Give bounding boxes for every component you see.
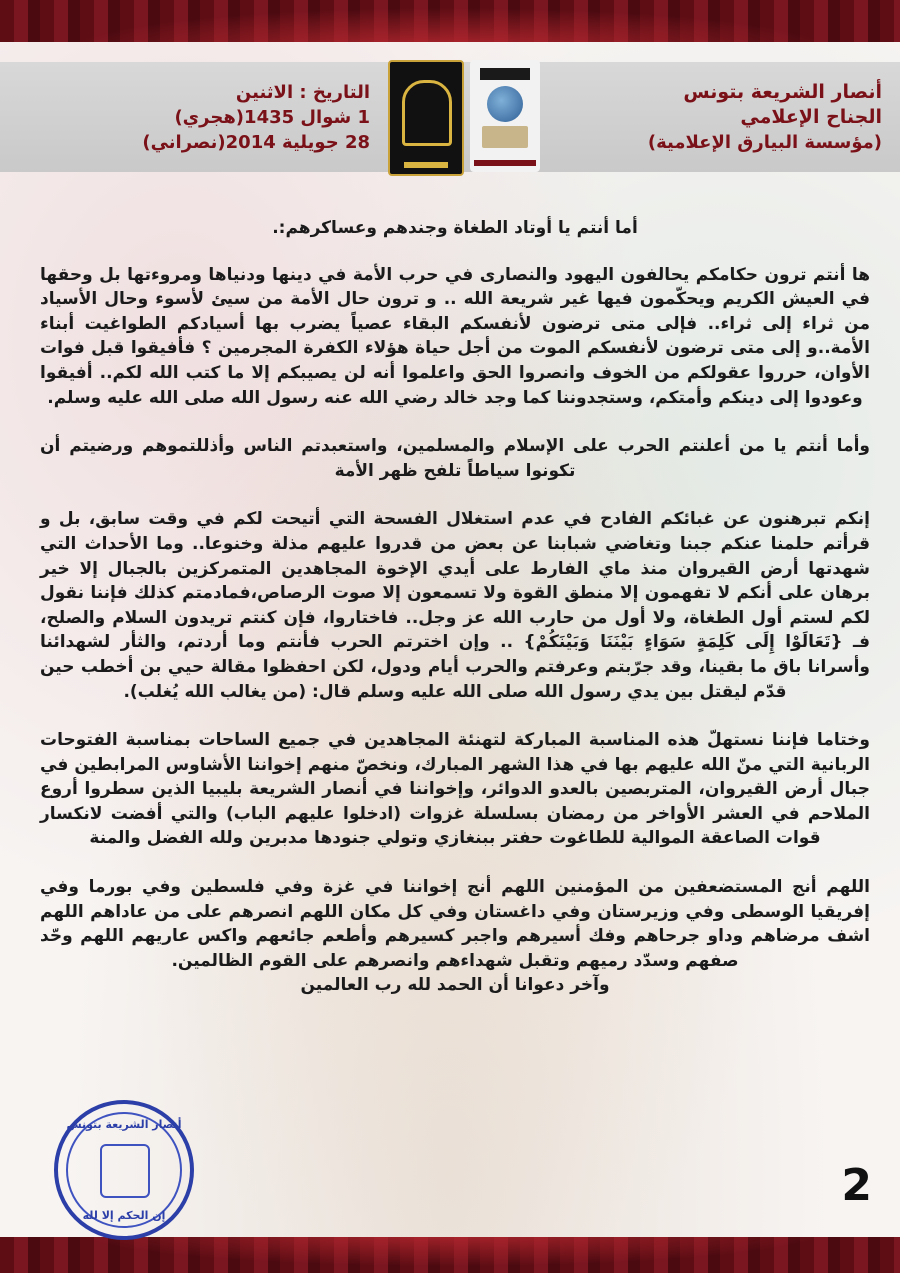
globe-icon [487,86,523,122]
paragraph-3: إنكم تبرهنون عن غبائكم الفادح في عدم استغلال الفسحة التي أتيحت لكم في وقت سابق، بل و قرأتم حلمنا عنكم جبنا وتغاضي شبابنا عن بعض من قدروا عليهم مذلة وخنوعا.. وما الأحداث التي شهدتها أرض القيروان منذ ماي الفارط على أيدي الإخوة المجاهدين المتمركزين بالجبال إلا خير برهان على أنكم لا تفهمون إلا منطق القوة ولا تسمعون إلا صوت الرصاص،فمادمتم كذلك فإننا نقول لكم لستم أول الطغاة، ولا أول من حارب الله عز وجل.. فاختاروا، فإن كنتم تريدون السلام والصلح، فـ {تَعَالَوْا إِلَى كَلِمَةٍ سَوَاءٍ بَيْنَنَا وَبَيْنَكُمْ} .. وإن اخترتم الحرب فأنتم وما أردتم، والثأر لشهدائنا وأسرانا باق ما بقينا، وقد جرّبتم وعرفتم والحرب أيام ودول، لكن احفظوا مقالة حيي بن أخطب حين قدّم ليقتل بين يدي رسول الله صلى الله عليه وسلم قال: (من يغالب الله يُغلب). [40,509,870,702]
stamp-emblem-icon [100,1144,150,1198]
organization-name: أنصار الشريعة بتونس [683,81,882,103]
official-stamp [54,1100,194,1240]
statement-body [40,216,870,998]
bottom-ornament-band [0,1237,900,1273]
arch-emblem-icon [402,80,452,146]
stamp-top-text: أنصار الشريعة بتونس [66,1118,182,1131]
logo-base-bar [404,162,448,168]
flag-icon [480,68,530,80]
closing-line: وآخر دعوانا أن الحمد لله رب العالمين [300,975,610,996]
page-number: 2 [841,1160,872,1211]
foundation-label: (مؤسسة البيارق الإعلامية) [647,132,882,153]
media-wing-label: الجناح الإعلامي [740,106,882,128]
date-block [110,80,370,155]
organization-block [552,80,882,155]
intro-line: أما أنتم يا أوتاد الطغاة وجندهم وعساكرهم:. [272,218,638,238]
top-ornament-band [0,0,900,42]
paragraph-1: ها أنتم ترون حكامكم يحالفون اليهود والنصارى في حرب الأمة في دينها ودنياها ومروءتها بل وحقها في العيش الكريم ويحكّمون فيها غير شريعة الله .. و ترون حال الأمة من سيئ لأسوء وحال الأسياد من ثراء إلى ثراء.. فإلى متى ترضون لأنفسكم البقاء عصياً يضرب بها أسيادكم الطواغيت أبناء الأمة..و إلى متى ترضون لأنفسكم الموت من أجل حياة هؤلاء الكفرة المجرمين ؟ فأفيقوا قبل فوات الأوان، حرروا عقولكم من الخوف وانصروا الحق واعلموا أنه لن يصيبكم إلا ما كتب الله لكم.. أفيقوا وعودوا إلى دينكم وأمتكم، وستجدوننا كما وجد خالد رضي الله عنه رسول الله صلى الله عليه وسلم. [40,264,870,408]
paragraph-4: وختاما فإننا نستهلّ هذه المناسبة المباركة لتهنئة المجاهدين في جميع الساحات بمناسبة الفتوحات الربانية التي منّ الله عليهم بها في هذا الشهر المبارك، ونخصّ منهم إخواننا الأشاوس المرابطين في جبال أرض القيروان، المتربصين بالعدو الدوائر، وإخواننا في أنصار الشريعة بليبيا الذين سطروا أروع الملاحم في العشر الأواخر من رمضان بسلسلة غزوات (ادخلوا عليهم الباب) والتي أفضت لانكسار قوات الصاعقة الموالية للطاغوت حفتر ببنغازي وتولي جنودها مدبرين ولله الفضل والمنة [40,730,870,849]
paragraph-2: وأما أنتم يا من أعلنتم الحرب على الإسلام والمسلمين، واستعبدتم الناس وأذللتموهم ورضيتم أن تكونوا سياطاً تلفح ظهر الأمة [40,436,870,481]
bayariq-logo [388,60,464,176]
book-icon [482,126,528,148]
paragraph-5: اللهم أنج المستضعفين من المؤمنين اللهم أنج إخواننا في غزة وفي فلسطين وفي بورما وفي إفريقيا الوسطى وفي وزيرستان وفي داغستان وفي كل مكان اللهم انصرهم على من عاداهم اللهم اشف مرضاهم وداو جرحاهم وفك أسيرهم واجبر كسيرهم وأطعم جائعهم واكس عاريهم اللهم وحّد صفهم وسدّد رميهم وتقبل شهداءهم وانصرهم على القوم الظالمين. [40,877,870,971]
date-label: التاريخ : الاثنين [235,82,370,103]
logo-caption-bar [474,160,536,166]
ansar-logo [470,60,540,172]
date-hijri: 1 شوال 1435(هجري) [174,107,370,128]
stamp-bottom-text: إن الحكم إلا لله [82,1209,166,1222]
date-gregorian: 28 جويلية 2014(نصراني) [142,132,370,153]
